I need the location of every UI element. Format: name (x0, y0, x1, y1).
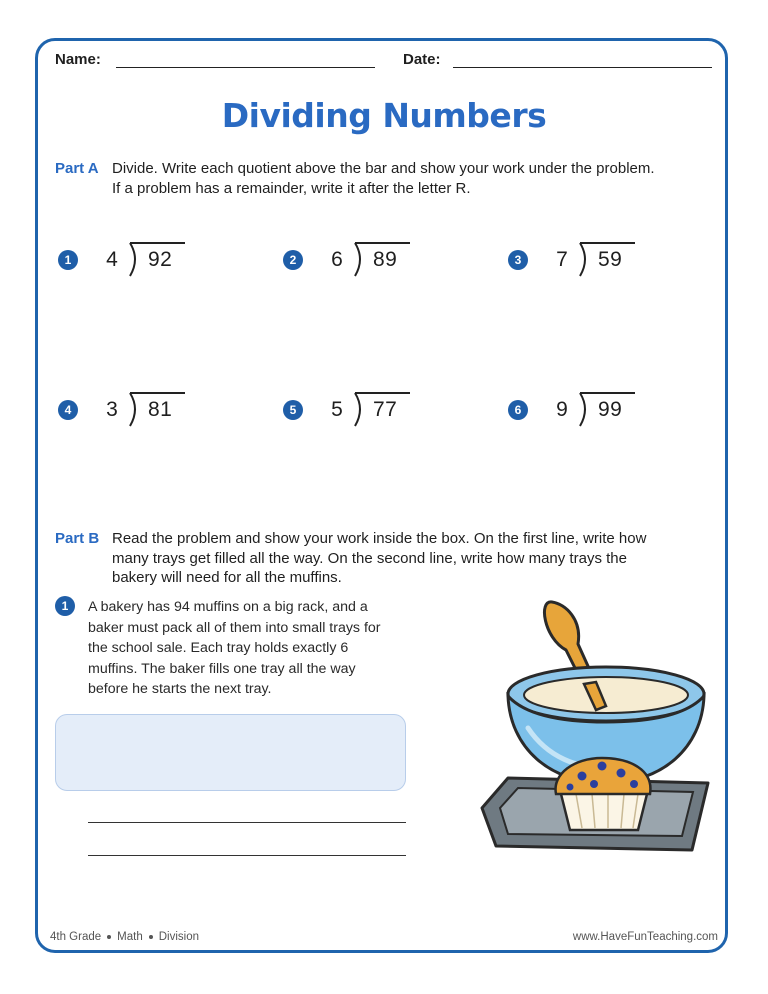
dividend: 89 (373, 248, 398, 271)
name-field[interactable] (116, 67, 375, 68)
part-b-label: Part B (55, 530, 100, 547)
footer-grade: 4th Grade (50, 931, 102, 943)
problem-number-badge: 3 (508, 250, 528, 270)
footer-tags (50, 931, 199, 943)
date-label: Date: (403, 51, 441, 68)
footer-website[interactable]: www.HaveFunTeaching.com (572, 931, 718, 943)
bakery-illustration (478, 598, 714, 863)
footer-topic: Division (158, 931, 199, 943)
muffin-icon (556, 758, 651, 830)
part-b-instructions-line: many trays get filled all the way. On the second line, write how many trays the (112, 549, 627, 567)
part-a-instructions-line: Divide. Write each quotient above the bar and show your work under the problem. (112, 160, 655, 177)
divisor: 7 (556, 248, 568, 271)
dividend: 77 (373, 398, 398, 421)
dividend: 92 (148, 248, 173, 271)
word-problem-line: the school sale. Each tray holds exactly 6 (88, 640, 349, 656)
word-problem-line: before he starts the next tray. (88, 681, 272, 697)
footer-subject: Math (117, 931, 143, 943)
part-b-instructions (112, 529, 712, 588)
part-a-instructions (112, 159, 712, 198)
divisor: 6 (331, 248, 343, 271)
part-a-label: Part A (55, 160, 99, 177)
bullet-dot-icon (149, 935, 153, 939)
problem-number-badge: 1 (58, 250, 78, 270)
name-label: Name: (55, 51, 101, 68)
problem-number-badge: 5 (283, 400, 303, 420)
divisor: 9 (556, 398, 568, 421)
word-problem-line: muffins. The baker fills one tray all the way (88, 660, 356, 677)
date-field[interactable] (453, 67, 712, 68)
part-b-instructions-line: Read the problem and show your work inside the box. On the first line, write how (112, 530, 647, 547)
answer-line-1[interactable] (88, 822, 406, 823)
page-title: Dividing Numbers (221, 96, 547, 135)
word-problem-line: baker must pack all of them into small trays for (88, 619, 381, 636)
work-box[interactable] (55, 714, 406, 791)
bullet-dot-icon (107, 935, 111, 939)
answer-line-2[interactable] (88, 855, 406, 856)
word-problem-line: A bakery has 94 muffins on a big rack, and a (88, 599, 368, 615)
divisor: 4 (106, 248, 118, 271)
problem-number-badge: 6 (508, 400, 528, 420)
dividend: 59 (598, 248, 623, 271)
word-problem-text (88, 597, 418, 700)
problem-number-badge: 4 (58, 400, 78, 420)
dividend: 81 (148, 398, 173, 421)
part-a-instructions-line: If a problem has a remainder, write it after the letter R. (112, 179, 471, 197)
word-problem-number-badge: 1 (55, 596, 75, 616)
dividend: 99 (598, 398, 623, 421)
divisor: 3 (106, 398, 118, 421)
problem-number-badge: 2 (283, 250, 303, 270)
part-b-instructions-line: bakery will need for all the muffins. (112, 569, 342, 586)
divisor: 5 (331, 398, 343, 421)
